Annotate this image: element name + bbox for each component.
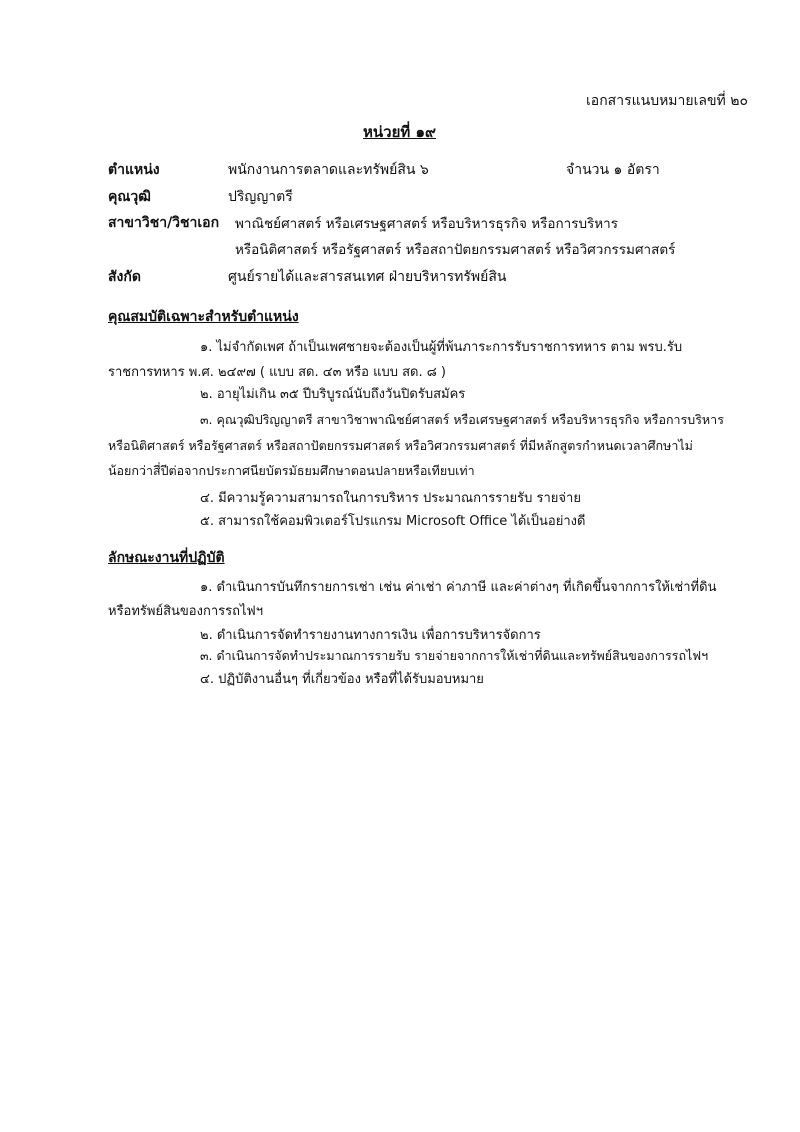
qualification-item-3-line1: ๓. คุณวุฒิปริญญาตรี สาขาวิชาพาณิชย์ศาสตร์ หรือเศรษฐศาสตร์ หรือบริหารธุรกิจ หรือการบริหาร: [200, 412, 724, 427]
qualification-item-4: ๔. มีความรู้ความสามารถในการบริหาร ประมาณการรายรับ รายจ่าย: [200, 491, 581, 506]
duty-item-3: ๓. ดำเนินการจัดทำประมาณการรายรับ รายจ่ายจากการให้เช่าที่ดินและทรัพย์สินของการรถไฟฯ: [200, 648, 709, 663]
document-reference: เอกสารแนบหมายเลขที่ ๒๐: [586, 93, 748, 109]
major-value-line1: พาณิชย์ศาสตร์ หรือเศรษฐศาสตร์ หรือบริหารธุรกิจ หรือการบริหาร: [235, 216, 619, 232]
qualification-item-1-line2: ราชการทหาร พ.ศ. ๒๔๙๗ ( แบบ สด. ๔๓ หรือ แบบ สด. ๘ ): [108, 365, 446, 380]
qualification-item-2: ๒. อายุไม่เกิน ๓๕ ปีบริบูรณ์นับถึงวันปิดรับสมัคร: [200, 387, 466, 402]
qualification-item-5: ๕. สามารถใช้คอมพิวเตอร์โปรแกรม Microsoft Office ได้เป็นอย่างดี: [200, 514, 586, 529]
major-label: สาขาวิชา/วิชาเอก: [108, 215, 220, 231]
qualification-item-3-line2: หรือนิติศาสตร์ หรือรัฐศาสตร์ หรือสถาปัตยกรรมศาสตร์ หรือวิศวกรรมศาสตร์ ที่มีหลักสูตรกำหนดเวลาศึกษาไม่: [108, 438, 693, 453]
major-value-line2: หรือนิติศาสตร์ หรือรัฐศาสตร์ หรือสถาปัตยกรรมศาสตร์ หรือวิศวกรรมศาสตร์: [235, 242, 676, 258]
duty-item-4: ๔. ปฏิบัติงานอื่นๆ ที่เกี่ยวข้อง หรือที่ได้รับมอบหมาย: [200, 672, 484, 687]
qualification-item-3-line3: น้อยกว่าสี่ปีต่อจากประกาศนียบัตรมัธยมศึกษาตอนปลายหรือเทียบเท่า: [108, 463, 475, 478]
duties-heading: ลักษณะงานที่ปฏิบัติ: [108, 550, 225, 566]
qualification-item-1-line1: ๑. ไม่จำกัดเพศ ถ้าเป็นเพศชายจะต้องเป็นผู้ที่พ้นภาระการรับราชการทหาร ตาม พรบ.รับ: [200, 340, 683, 355]
duty-item-2: ๒. ดำเนินการจัดทำรายงานทางการเงิน เพื่อการบริหารจัดการ: [200, 628, 541, 643]
duty-item-1-line1: ๑. ดำเนินการบันทึกรายการเช่า เช่น ค่าเช่า ค่าภาษี และค่าต่างๆ ที่เกิดขึ้นจากการให้เช่าที่ดิน: [200, 580, 717, 595]
position-value: พนักงานการตลาดและทรัพย์สิน ๖: [228, 162, 429, 178]
qualification-label: คุณวุฒิ: [108, 189, 151, 205]
position-label: ตำแหน่ง: [108, 162, 160, 178]
position-count: จำนวน ๑ อัตรา: [566, 162, 660, 178]
affiliation-value: ศูนย์รายได้และสารสนเทศ ฝ่ายบริหารทรัพย์สิน: [228, 269, 507, 285]
affiliation-label: สังกัด: [108, 269, 141, 285]
qualification-value: ปริญญาตรี: [228, 189, 293, 205]
duty-item-1-line2: หรือทรัพย์สินของการรถไฟฯ: [108, 604, 264, 619]
unit-title: หน่วยที่ ๑๙: [363, 123, 436, 141]
qualifications-heading: คุณสมบัติเฉพาะสำหรับตำแหน่ง: [108, 309, 299, 325]
